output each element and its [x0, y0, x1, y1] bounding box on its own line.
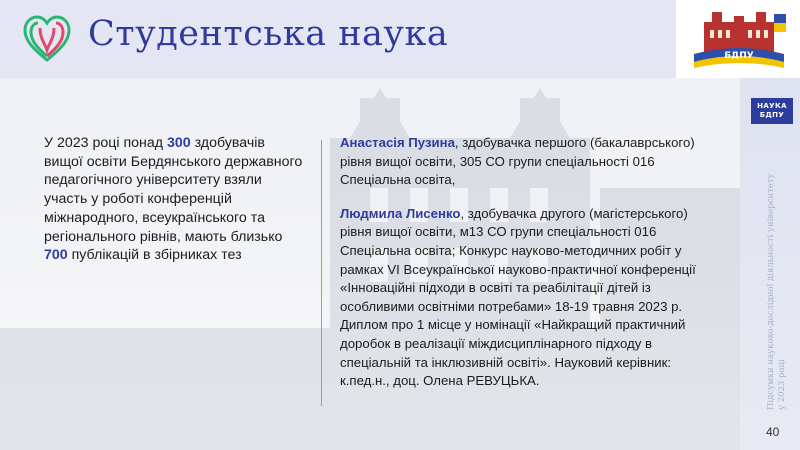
- left-paragraph: [44, 134, 306, 265]
- badge-line-2: БДПУ: [759, 111, 785, 119]
- diploma-paragraph: Диплом про 1 місце у номінації «Найкращий практичний доробок в реалізації міждисциплінарного підходу в спеціальній та інклюзивній освіті». Науковий керівник: к.пед.н., доц. Олена РЕВУЦЬКА.: [340, 317, 686, 389]
- student-1-paragraph: [340, 134, 712, 190]
- nauka-bdpu-badge: [751, 98, 793, 124]
- badge-line-1: НАУКА: [757, 102, 787, 110]
- header-bar: [0, 0, 676, 78]
- vertical-caption: Підсумки науково-дослідної діяльності університету у 2023 році: [766, 173, 787, 410]
- highlight-number-700: 700: [44, 247, 68, 264]
- university-logo-box: [676, 0, 800, 78]
- left-text-1: У 2023 році понад: [44, 135, 167, 151]
- student-1-name: Анастасія Пузина: [340, 135, 455, 150]
- page-title: Студентська наука: [88, 14, 449, 54]
- column-divider: [321, 140, 322, 406]
- heart-logo-icon: [22, 14, 72, 64]
- university-building-logo-icon: [686, 6, 792, 72]
- student-2-name: Людмила Лисенко: [340, 205, 461, 221]
- student-1-text: , здобувачка першого (бакалаврського) рівня вищої освіти, 305 СО групи спеціальності 016 Спеціальна освіта,: [340, 135, 695, 188]
- page-number: 40: [766, 425, 780, 439]
- student-2-text: , здобувачка другого (магістерського) рівня вищої освіти, м13 СО групи спеціальності 016 Спеціальна освіта; Конкурс науково-методичних робіт у рамках VI Всеукраїнської науково-практичної конференції «Інноваційні підходи в освіті та реабілітації дітей із особливими освітніми потребами» 18-19 травня 2023 р.: [340, 205, 696, 314]
- left-text-2: здобувачів вищої освіти Бердянського державного педагогічного університету взяли участь у роботі конференцій міжнародного, всеукраїнського та регіонального рівнів, мають близько: [44, 135, 303, 245]
- left-text-3: публікацій в збірниках тез: [67, 247, 242, 264]
- highlight-number-300: 300: [166, 135, 191, 151]
- right-column: [340, 134, 712, 391]
- student-2-paragraph: [340, 205, 712, 317]
- svg-text:БДПУ: БДПУ: [724, 51, 754, 61]
